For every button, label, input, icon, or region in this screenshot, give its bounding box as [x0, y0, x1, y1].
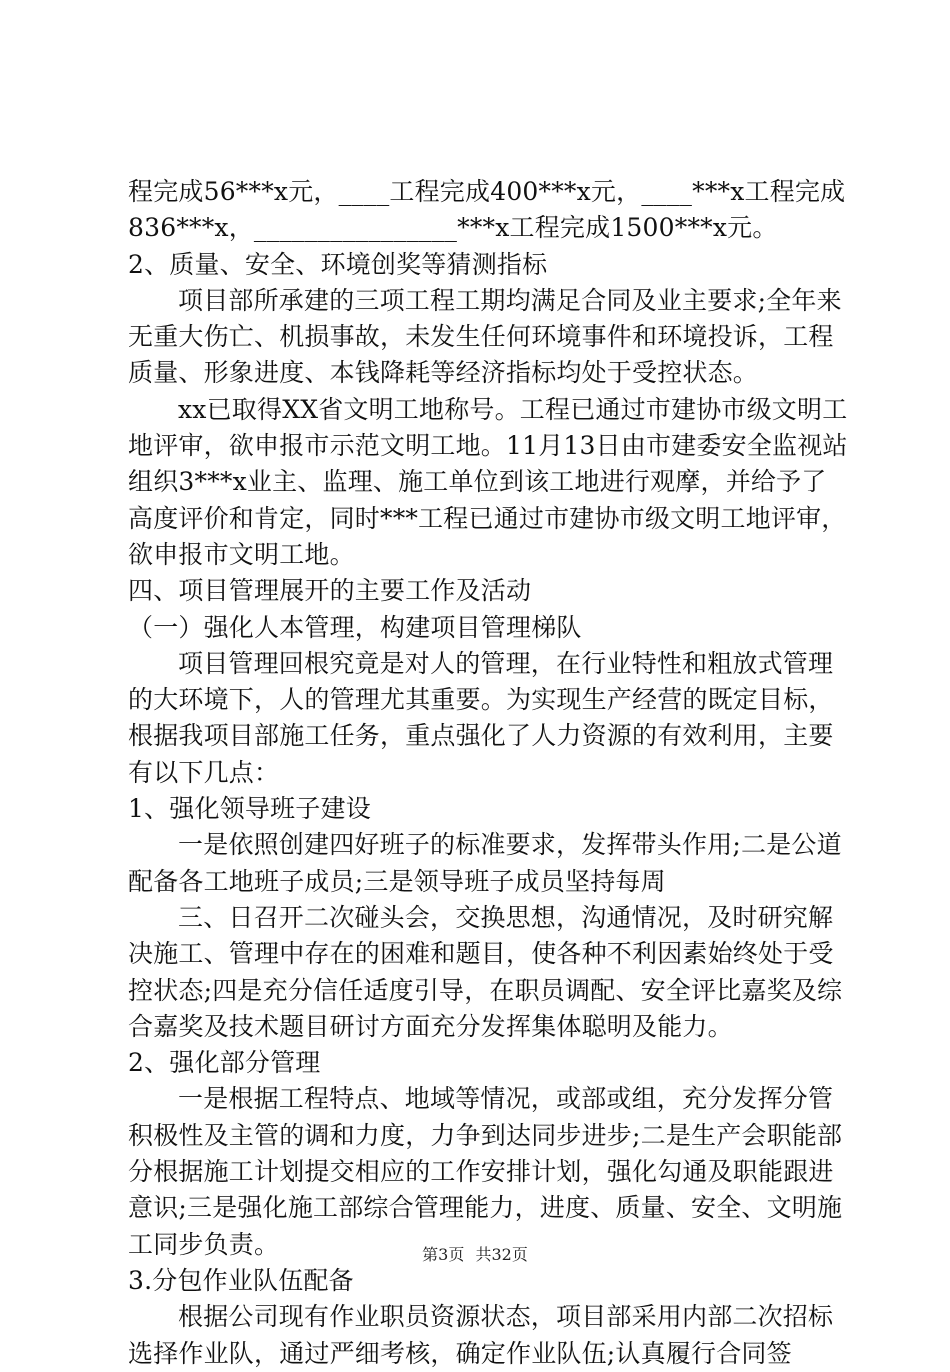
section-heading: （一）强化人本管理，构建项目管理梯队	[128, 612, 582, 642]
section-heading: 3.分包作业队伍配备	[128, 1265, 354, 1295]
page-total: 共32页	[475, 1245, 528, 1264]
section-heading: 2、质量、安全、环境创奖等猜测指标	[128, 249, 548, 279]
section-heading: 1、强化领导班子建设	[128, 794, 371, 824]
paragraph: xx已取得XX省文明工地称号。工程已通过市建协市级文明工地评审，欲申报市示范文明工地。11月13日由市建委安全监视站组织3***x业主、监理、施工单位到该工地进行观摩，并给予了高度评价和肯定，同时***工程已通过市建协市级文明工地评审，欲申报市文明工地。	[128, 394, 848, 569]
section-heading: 四、项目管理展开的主要工作及活动	[128, 576, 532, 606]
paragraph: 程完成56***x元，____工程完成400***x元，____***x工程完成836***x，________________***x工程完成1500***x元。	[128, 177, 846, 243]
page-footer	[0, 1242, 950, 1265]
paragraph: 一是根据工程特点、地域等情况，或部或组，充分发挥分管积极性及主管的调和力度，力争到达同步进步;二是生产会职能部分根据施工计划提交相应的工作安排计划，强化勾通及职能跟进意识;三是强化施工部综合管理能力，进度、质量、安全、文明施工同步负责。	[128, 1084, 843, 1259]
document-body	[128, 174, 850, 1372]
paragraph: 根据公司现有作业职员资源状态，项目部采用内部二次招标选择作业队，通过严细考核，确定作业队伍;认真履行合同签	[128, 1302, 834, 1368]
paragraph: 三、日召开二次碰头会，交换思想，沟通情况，及时研究解决施工、管理中存在的困难和题目，使各种不利因素始终处于受控状态;四是充分信任适度引导，在职员调配、安全评比嘉奖及综合嘉奖及技术题目研讨方面充分发挥集体聪明及能力。	[128, 902, 843, 1041]
paragraph: 项目管理回根究竟是对人的管理，在行业特性和粗放式管理的大环境下，人的管理尤其重要。为实现生产经营的既定目标，根据我项目部施工任务，重点强化了人力资源的有效利用，主要有以下几点：	[128, 648, 834, 787]
paragraph: 一是依照创建四好班子的标准要求，发挥带头作用;二是公道配备各工地班子成员;三是领导班子成员坚持每周	[128, 830, 842, 896]
page-number: 第3页	[422, 1245, 465, 1264]
section-heading: 2、强化部分管理	[128, 1048, 321, 1078]
paragraph: 项目部所承建的三项工程工期均满足合同及业主要求;全年来无重大伤亡、机损事故，未发生任何环境事件和环境投诉，工程质量、形象进度、本钱降耗等经济指标均处于受控状态。	[128, 285, 842, 388]
